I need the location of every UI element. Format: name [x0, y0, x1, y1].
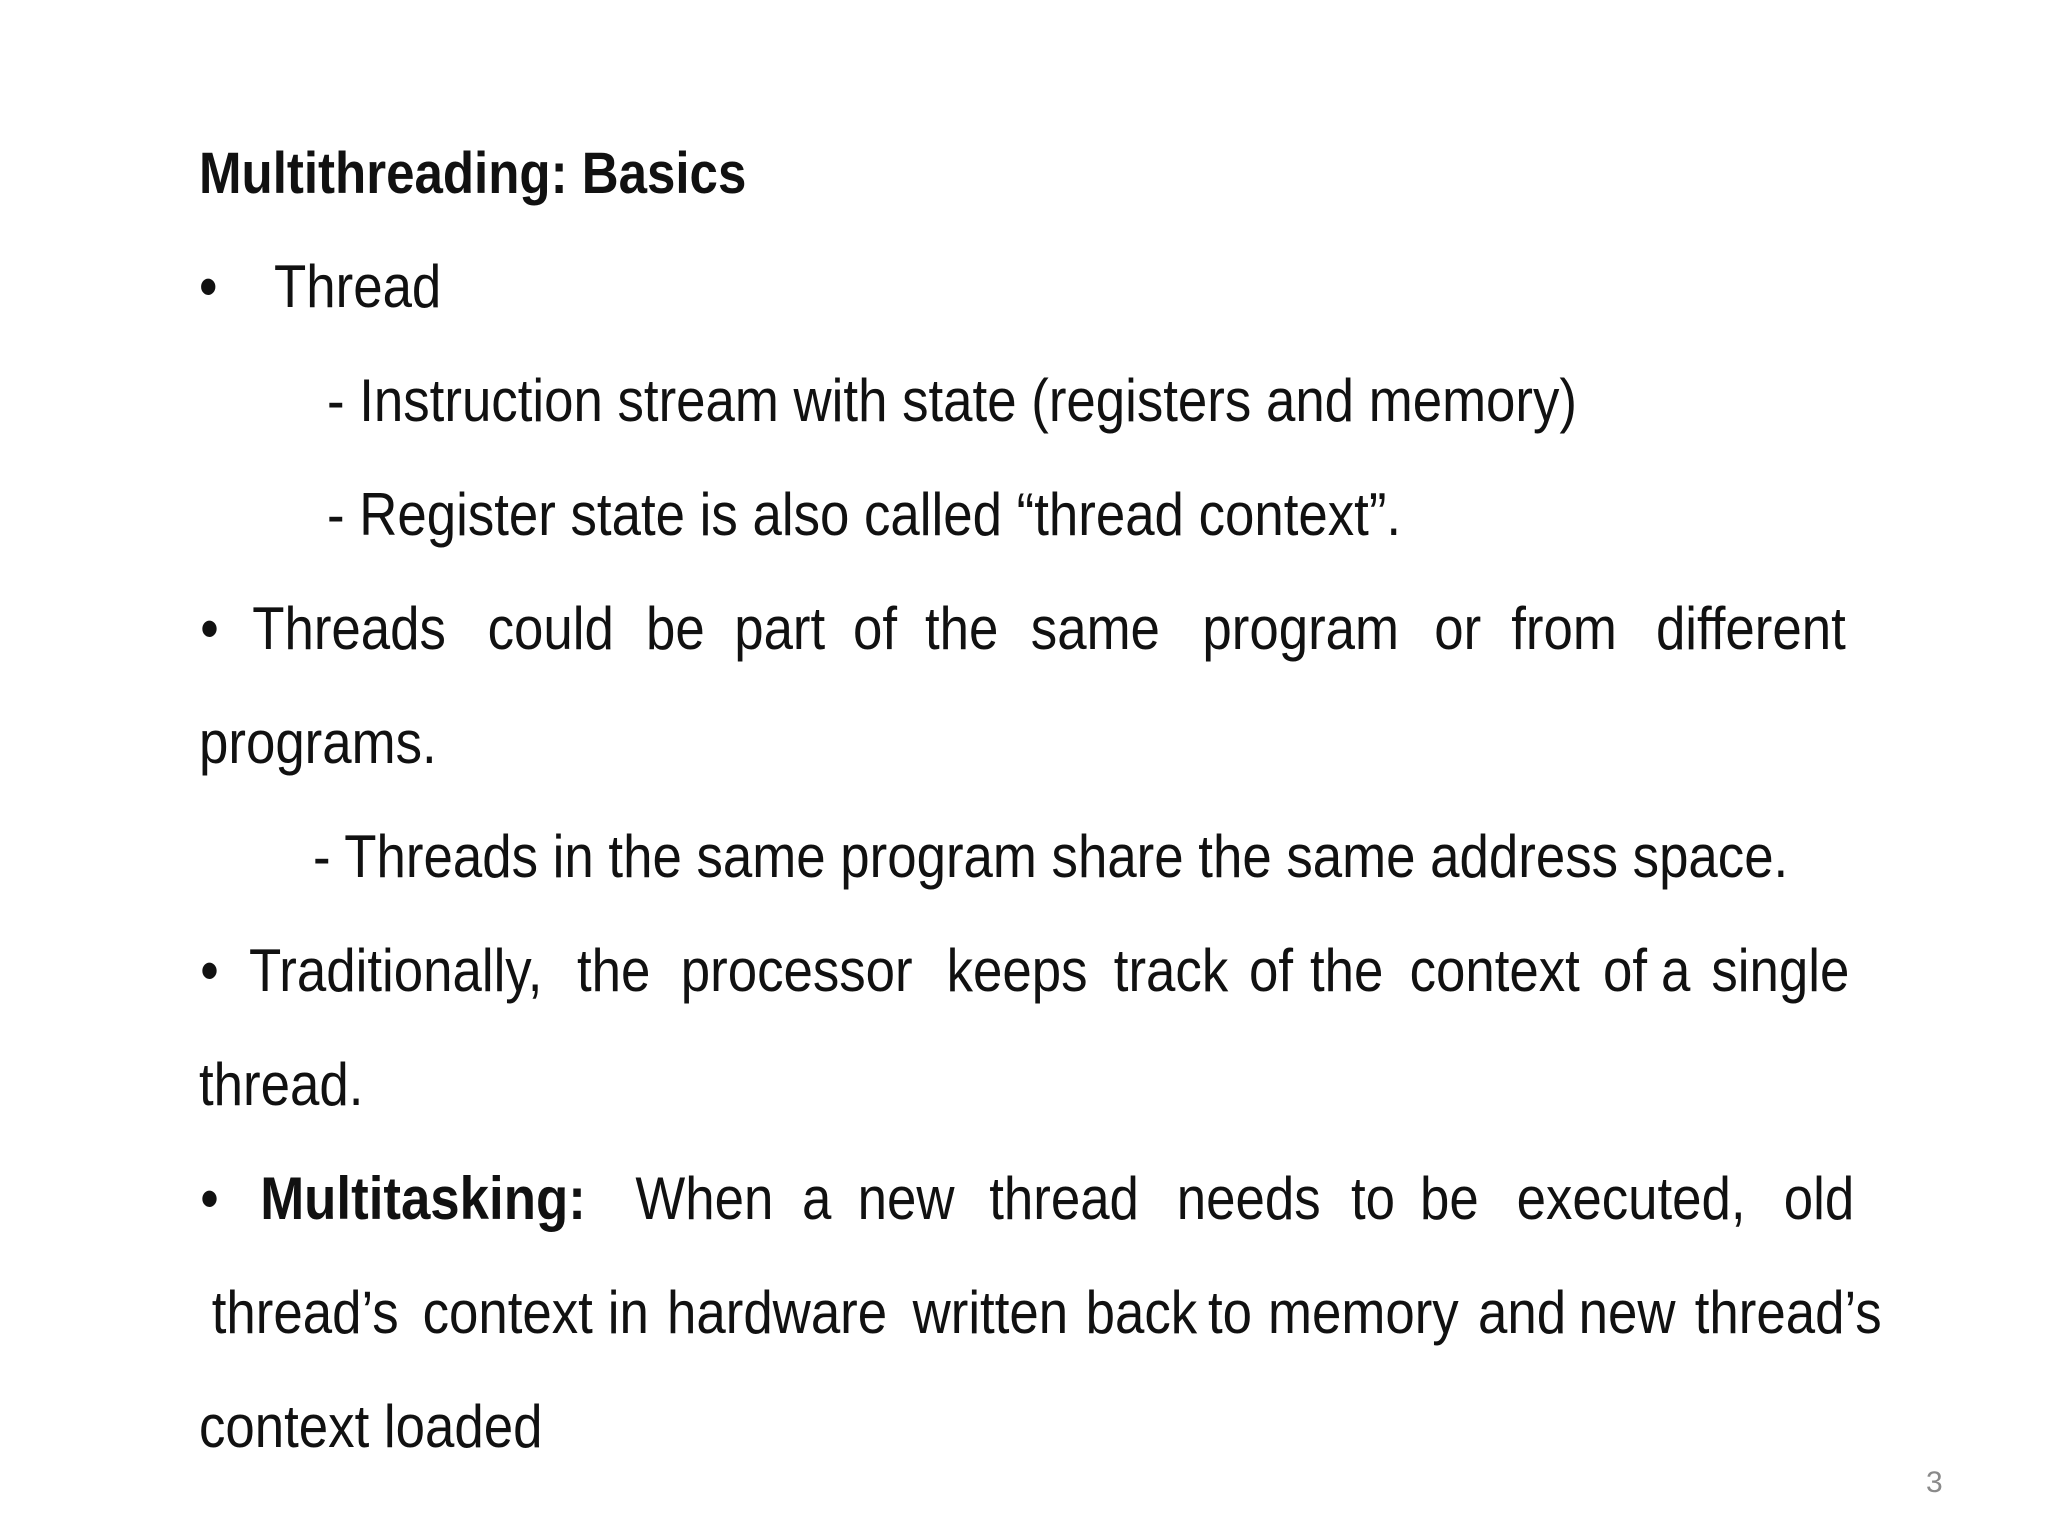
- word: the: [1309, 937, 1384, 1004]
- word: different: [1656, 595, 1847, 662]
- word: of: [1603, 937, 1648, 1004]
- sub-bullet-address-space: - Threads in the same program share the same address space.: [313, 823, 1789, 890]
- word: new: [1578, 1279, 1676, 1346]
- word: new: [857, 1165, 955, 1232]
- word: context: [422, 1279, 594, 1346]
- word: the: [576, 937, 651, 1004]
- bullet-multitasking-line2: [199, 1278, 1882, 1348]
- word: processor: [680, 937, 913, 1004]
- word: same: [1031, 595, 1161, 662]
- bullet-multitasking-line1: [199, 1164, 1859, 1234]
- word: of: [1248, 937, 1293, 1004]
- word: Traditionally,: [249, 937, 543, 1004]
- word: Threads: [252, 595, 447, 662]
- word: needs: [1176, 1165, 1321, 1232]
- sub-bullet-register-state: - Register state is also called “thread context”.: [327, 481, 1402, 548]
- word: context: [1409, 937, 1580, 1004]
- word: hardware: [666, 1279, 887, 1346]
- word: •: [200, 1165, 219, 1232]
- word: the: [924, 595, 999, 662]
- bullet-multitasking-line3: context loaded: [199, 1393, 543, 1460]
- bullet-threads-program-line1: [199, 594, 1859, 664]
- word: to: [1208, 1279, 1253, 1346]
- word: old: [1783, 1165, 1855, 1232]
- word: or: [1434, 595, 1482, 662]
- word: •: [200, 937, 219, 1004]
- word: be: [645, 595, 705, 662]
- page-number: 3: [1926, 1466, 1943, 1499]
- word: executed,: [1516, 1165, 1746, 1232]
- word: to: [1351, 1165, 1396, 1232]
- bullet-traditionally-line2: thread.: [199, 1051, 364, 1118]
- word: from: [1511, 595, 1617, 662]
- word: When: [635, 1165, 773, 1232]
- word: a: [1661, 937, 1691, 1004]
- word: in: [607, 1279, 649, 1346]
- bullet-threads-program-line2: programs.: [199, 709, 437, 776]
- word: part: [733, 595, 825, 662]
- word: a: [802, 1165, 832, 1232]
- word: track: [1114, 937, 1229, 1004]
- word: single: [1711, 937, 1850, 1004]
- word: program: [1201, 595, 1399, 662]
- word: •: [200, 595, 219, 662]
- word: thread’s: [211, 1279, 399, 1346]
- bullet-traditionally-line1: [199, 936, 1859, 1006]
- bullet-symbol: •: [199, 253, 218, 320]
- word: thread: [989, 1165, 1140, 1232]
- word: memory: [1268, 1279, 1459, 1346]
- word: keeps: [946, 937, 1088, 1004]
- slide-title: Multithreading: Basics: [199, 141, 747, 206]
- word: Multitasking:: [260, 1165, 586, 1232]
- word: of: [853, 595, 898, 662]
- word: written: [912, 1279, 1068, 1346]
- word: thread’s: [1694, 1279, 1882, 1346]
- word: back: [1085, 1279, 1198, 1346]
- sub-bullet-instruction-stream: - Instruction stream with state (registers and memory): [327, 367, 1577, 434]
- word: could: [487, 595, 614, 662]
- word: be: [1420, 1165, 1480, 1232]
- bullet-thread-label: Thread: [274, 253, 442, 320]
- word: and: [1477, 1279, 1566, 1346]
